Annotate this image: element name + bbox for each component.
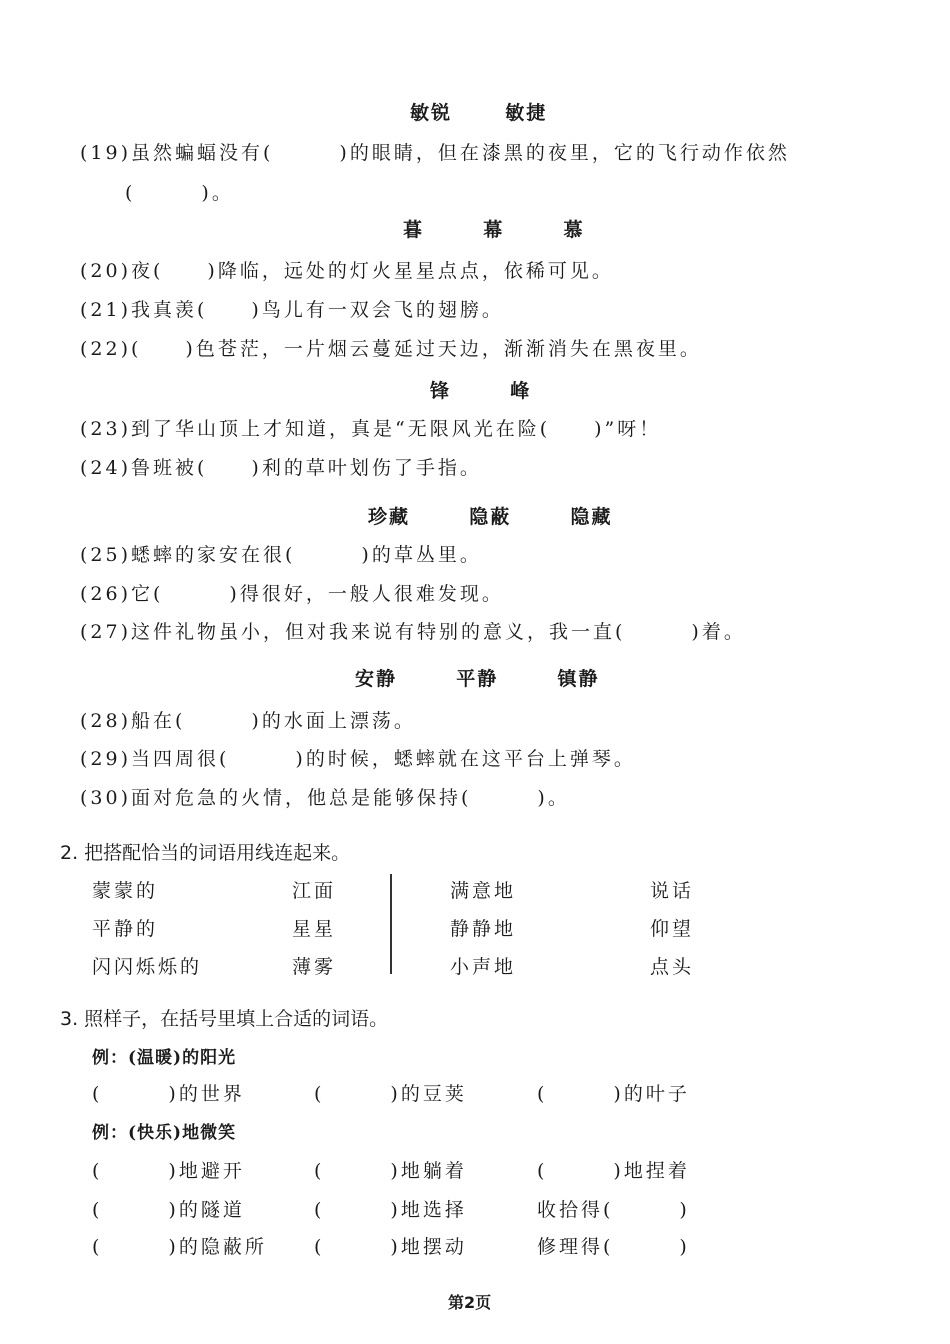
match-item-adverb-2: 静静地 — [450, 918, 517, 940]
fill-item: ( )地选择 — [314, 1199, 467, 1221]
fill-item: ( )的叶子 — [537, 1083, 690, 1105]
question-28: (28)船在( )的水面上漂荡。 — [80, 710, 416, 732]
question-30: (30)面对危急的火情，他总是能够保持( )。 — [80, 787, 570, 809]
fill-item: ( )地避开 — [92, 1160, 245, 1182]
question-22: (22)( )色苍茫，一片烟云蔓延过天边，渐渐消失在黑夜里。 — [80, 338, 702, 360]
question-19-line2: ( )。 — [125, 182, 234, 204]
match-item-left-3: 闪闪烁烁的 — [92, 956, 203, 978]
match-item-adverb-1: 满意地 — [450, 880, 517, 902]
question-20: (20)夜( )降临，远处的灯火星星点点，依稀可见。 — [80, 260, 614, 282]
question-27: (27)这件礼物虽小，但对我来说有特别的意义，我一直( )着。 — [80, 621, 746, 643]
page-number: 第2页 — [448, 1293, 492, 1312]
word-option: 暮 — [403, 219, 425, 241]
word-group-3 — [430, 376, 531, 403]
section-3-title: 3. 照样子，在括号里填上合适的词语。 — [60, 1008, 389, 1030]
match-item-verb-1: 说话 — [650, 880, 695, 902]
word-group-1 — [410, 98, 547, 125]
fill-item: ( )的世界 — [92, 1083, 245, 1105]
question-25: (25)蟋蟀的家安在很( )的草丛里。 — [80, 544, 482, 566]
match-item-adverb-3: 小声地 — [450, 956, 517, 978]
word-option: 幕 — [483, 219, 505, 241]
section-2-title: 2. 把搭配恰当的词语用线连起来。 — [60, 842, 351, 864]
match-item-verb-3: 点头 — [650, 956, 695, 978]
example-1: 例：(温暖)的阳光 — [92, 1048, 237, 1068]
word-option: 镇静 — [557, 668, 600, 690]
word-option: 慕 — [563, 219, 585, 241]
fill-item: ( )的豆荚 — [314, 1083, 467, 1105]
question-26: (26)它( )得很好，一般人很难发现。 — [80, 583, 504, 605]
question-29: (29)当四周很( )的时候，蟋蟀就在这平台上弹琴。 — [80, 748, 636, 770]
match-item-noun-3: 薄雾 — [292, 956, 337, 978]
word-option: 敏捷 — [505, 102, 548, 124]
word-option: 锋 — [430, 380, 452, 402]
word-option: 隐蔽 — [469, 506, 512, 528]
word-group-2 — [403, 215, 585, 242]
word-option: 峰 — [510, 380, 532, 402]
column-divider — [390, 874, 392, 974]
fill-item: ( )的隧道 — [92, 1199, 245, 1221]
fill-item: ( )地捏着 — [537, 1160, 690, 1182]
example-2: 例：(快乐)地微笑 — [92, 1123, 237, 1143]
word-option: 敏锐 — [410, 102, 453, 124]
match-item-left-2: 平静的 — [92, 918, 159, 940]
match-item-left-1: 蒙蒙的 — [92, 880, 159, 902]
word-group-4 — [368, 502, 613, 529]
fill-item: 收拾得( ) — [537, 1199, 690, 1221]
word-option: 平静 — [456, 668, 499, 690]
question-19-line1: (19)虽然蝙蝠没有( )的眼睛，但在漆黑的夜里，它的飞行动作依然 — [80, 142, 790, 164]
question-21: (21)我真羡( )鸟儿有一双会飞的翅膀。 — [80, 299, 504, 321]
match-item-noun-2: 星星 — [292, 918, 337, 940]
word-group-5 — [355, 664, 600, 691]
question-24: (24)鲁班被( )利的草叶划伤了手指。 — [80, 457, 482, 479]
match-item-verb-2: 仰望 — [650, 918, 695, 940]
match-item-noun-1: 江面 — [292, 880, 337, 902]
fill-item: ( )地躺着 — [314, 1160, 467, 1182]
question-23: (23)到了华山顶上才知道，真是“无限风光在险( )”呀！ — [80, 418, 662, 440]
word-option: 珍藏 — [368, 506, 411, 528]
word-option: 隐藏 — [570, 506, 613, 528]
fill-item: 修理得( ) — [537, 1236, 690, 1258]
word-option: 安静 — [355, 668, 398, 690]
fill-item: ( )地摆动 — [314, 1236, 467, 1258]
fill-item: ( )的隐蔽所 — [92, 1236, 267, 1258]
